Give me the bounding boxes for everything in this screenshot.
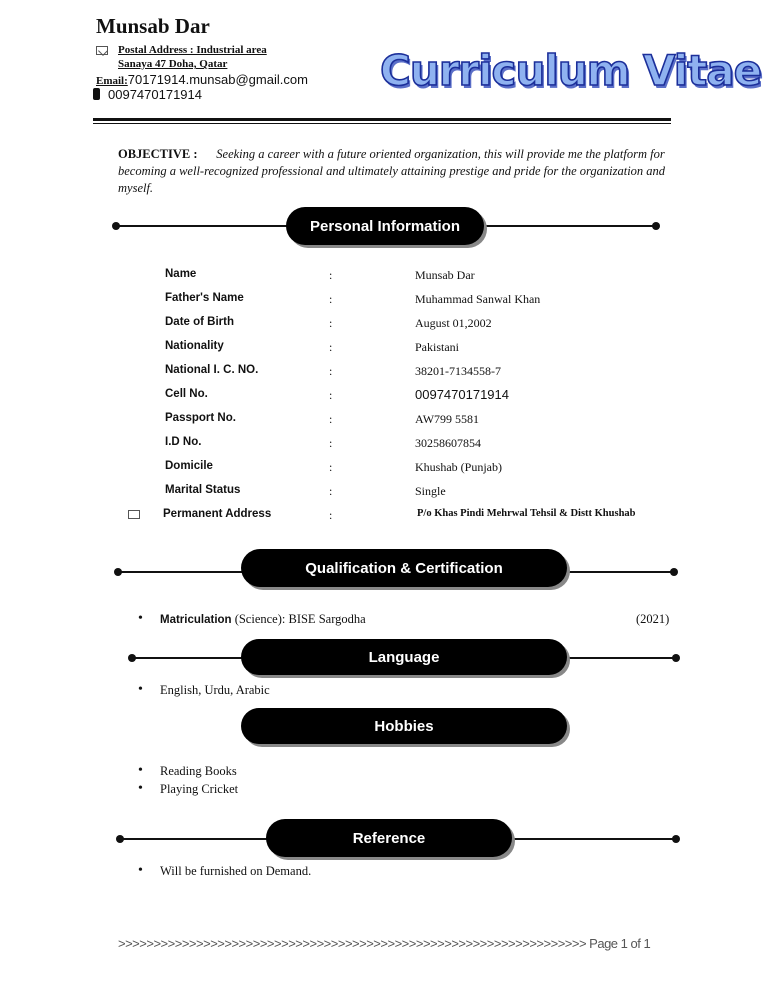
list-item-reference: • Will be furnished on Demand. bbox=[160, 864, 311, 879]
section-heading-language: Language bbox=[241, 639, 567, 675]
section-heading-hobbies: Hobbies bbox=[241, 708, 567, 744]
info-colon: : bbox=[329, 412, 333, 426]
info-row-father bbox=[165, 292, 685, 316]
info-label: Passport No. bbox=[165, 412, 236, 424]
envelope-icon bbox=[96, 46, 108, 55]
info-value: P/o Khas Pindi Mehrwal Tehsil & Distt Khushab bbox=[417, 508, 636, 519]
line-end-dot bbox=[128, 654, 136, 662]
info-label: National I. C. NO. bbox=[165, 364, 259, 376]
info-label: Cell No. bbox=[165, 388, 208, 400]
list-item-hobby: • Playing Cricket bbox=[160, 782, 238, 797]
info-colon: : bbox=[329, 460, 333, 474]
info-value: Muhammad Sanwal Khan bbox=[415, 292, 541, 306]
list-item-languages: • English, Urdu, Arabic bbox=[160, 683, 270, 698]
line-end-dot bbox=[670, 568, 678, 576]
postal-address-line2: Sanaya 47 Doha, Qatar bbox=[118, 58, 228, 70]
info-row-domicile bbox=[165, 460, 685, 484]
info-value: Single bbox=[415, 484, 446, 498]
email-line bbox=[96, 72, 308, 88]
objective-text: Seeking a career with a future oriented organization, this will provide me the platform for becoming a well-recognized professional and ultimately attaining prestige and pride for the organization and myself. bbox=[118, 147, 666, 195]
page-footer: >>>>>>>>>>>>>>>>>>>>>>>>>>>>>>>>>>>>>>>>>>>>>>>>>>>>>>>>>>>>>>>>>> Page 1 of 1 bbox=[118, 936, 651, 951]
info-value: Munsab Dar bbox=[415, 268, 475, 282]
header-rule-thin bbox=[93, 123, 671, 124]
section-heading-qualification: Qualification & Certification bbox=[241, 549, 567, 587]
info-row-passport bbox=[165, 412, 685, 436]
info-row-dob bbox=[165, 316, 685, 340]
info-colon: : bbox=[329, 484, 333, 498]
info-colon: : bbox=[329, 436, 333, 450]
info-row-marital bbox=[165, 484, 685, 508]
qualification-year: (2021) bbox=[636, 612, 670, 626]
info-value: 38201-7134558-7 bbox=[415, 364, 501, 378]
info-label: Marital Status bbox=[165, 484, 241, 496]
info-value: 0097470171914 bbox=[415, 387, 509, 402]
info-colon: : bbox=[329, 268, 333, 282]
objective bbox=[118, 146, 698, 197]
info-row-nationality bbox=[165, 340, 685, 364]
qualification-degree: Matriculation bbox=[160, 614, 232, 626]
list-item-hobby: • Reading Books bbox=[160, 764, 237, 779]
qualification-detail: (Science): BISE Sargodha bbox=[231, 612, 366, 626]
info-row-permanent-address bbox=[163, 508, 683, 532]
info-row-name bbox=[165, 268, 685, 292]
info-row-nic bbox=[165, 364, 685, 388]
cv-title: Curriculum Vitae bbox=[380, 46, 762, 95]
email-value[interactable]: 70171914.munsab@gmail.com bbox=[127, 72, 308, 87]
info-colon: : bbox=[329, 364, 333, 378]
section-heading-reference: Reference bbox=[266, 819, 512, 857]
envelope-icon bbox=[128, 510, 140, 519]
line-end-dot bbox=[112, 222, 120, 230]
email-label: Email: bbox=[96, 75, 128, 87]
info-value: August 01,2002 bbox=[415, 316, 492, 330]
info-label: Date of Birth bbox=[165, 316, 234, 328]
phone-icon bbox=[93, 88, 100, 100]
header-rule bbox=[93, 118, 671, 121]
info-label: I.D No. bbox=[165, 436, 202, 448]
info-colon: : bbox=[329, 508, 333, 522]
line-end-dot bbox=[116, 835, 124, 843]
info-value: AW799 5581 bbox=[415, 412, 480, 426]
info-label: Name bbox=[165, 268, 197, 280]
line-end-dot bbox=[652, 222, 660, 230]
objective-label: OBJECTIVE : bbox=[118, 147, 198, 161]
info-label: Nationality bbox=[165, 340, 224, 352]
info-row-id bbox=[165, 436, 685, 460]
list-item-qualification bbox=[160, 612, 366, 627]
section-heading-personal: Personal Information bbox=[286, 207, 484, 245]
line-end-dot bbox=[672, 654, 680, 662]
phone-number: 0097470171914 bbox=[108, 87, 202, 102]
info-value: Pakistani bbox=[415, 340, 459, 354]
postal-address-line1: Postal Address : Industrial area bbox=[118, 44, 267, 56]
info-colon: : bbox=[329, 292, 333, 306]
info-label: Permanent Address bbox=[163, 508, 272, 520]
line-end-dot bbox=[672, 835, 680, 843]
line-end-dot bbox=[114, 568, 122, 576]
info-row-cell bbox=[165, 388, 685, 412]
candidate-name: Munsab Dar bbox=[96, 14, 210, 38]
info-value: Khushab (Punjab) bbox=[415, 460, 502, 474]
info-label: Father's Name bbox=[165, 292, 244, 304]
info-colon: : bbox=[329, 388, 333, 402]
info-colon: : bbox=[329, 340, 333, 354]
info-label: Domicile bbox=[165, 460, 213, 472]
info-colon: : bbox=[329, 316, 333, 330]
info-value: 30258607854 bbox=[415, 436, 481, 450]
